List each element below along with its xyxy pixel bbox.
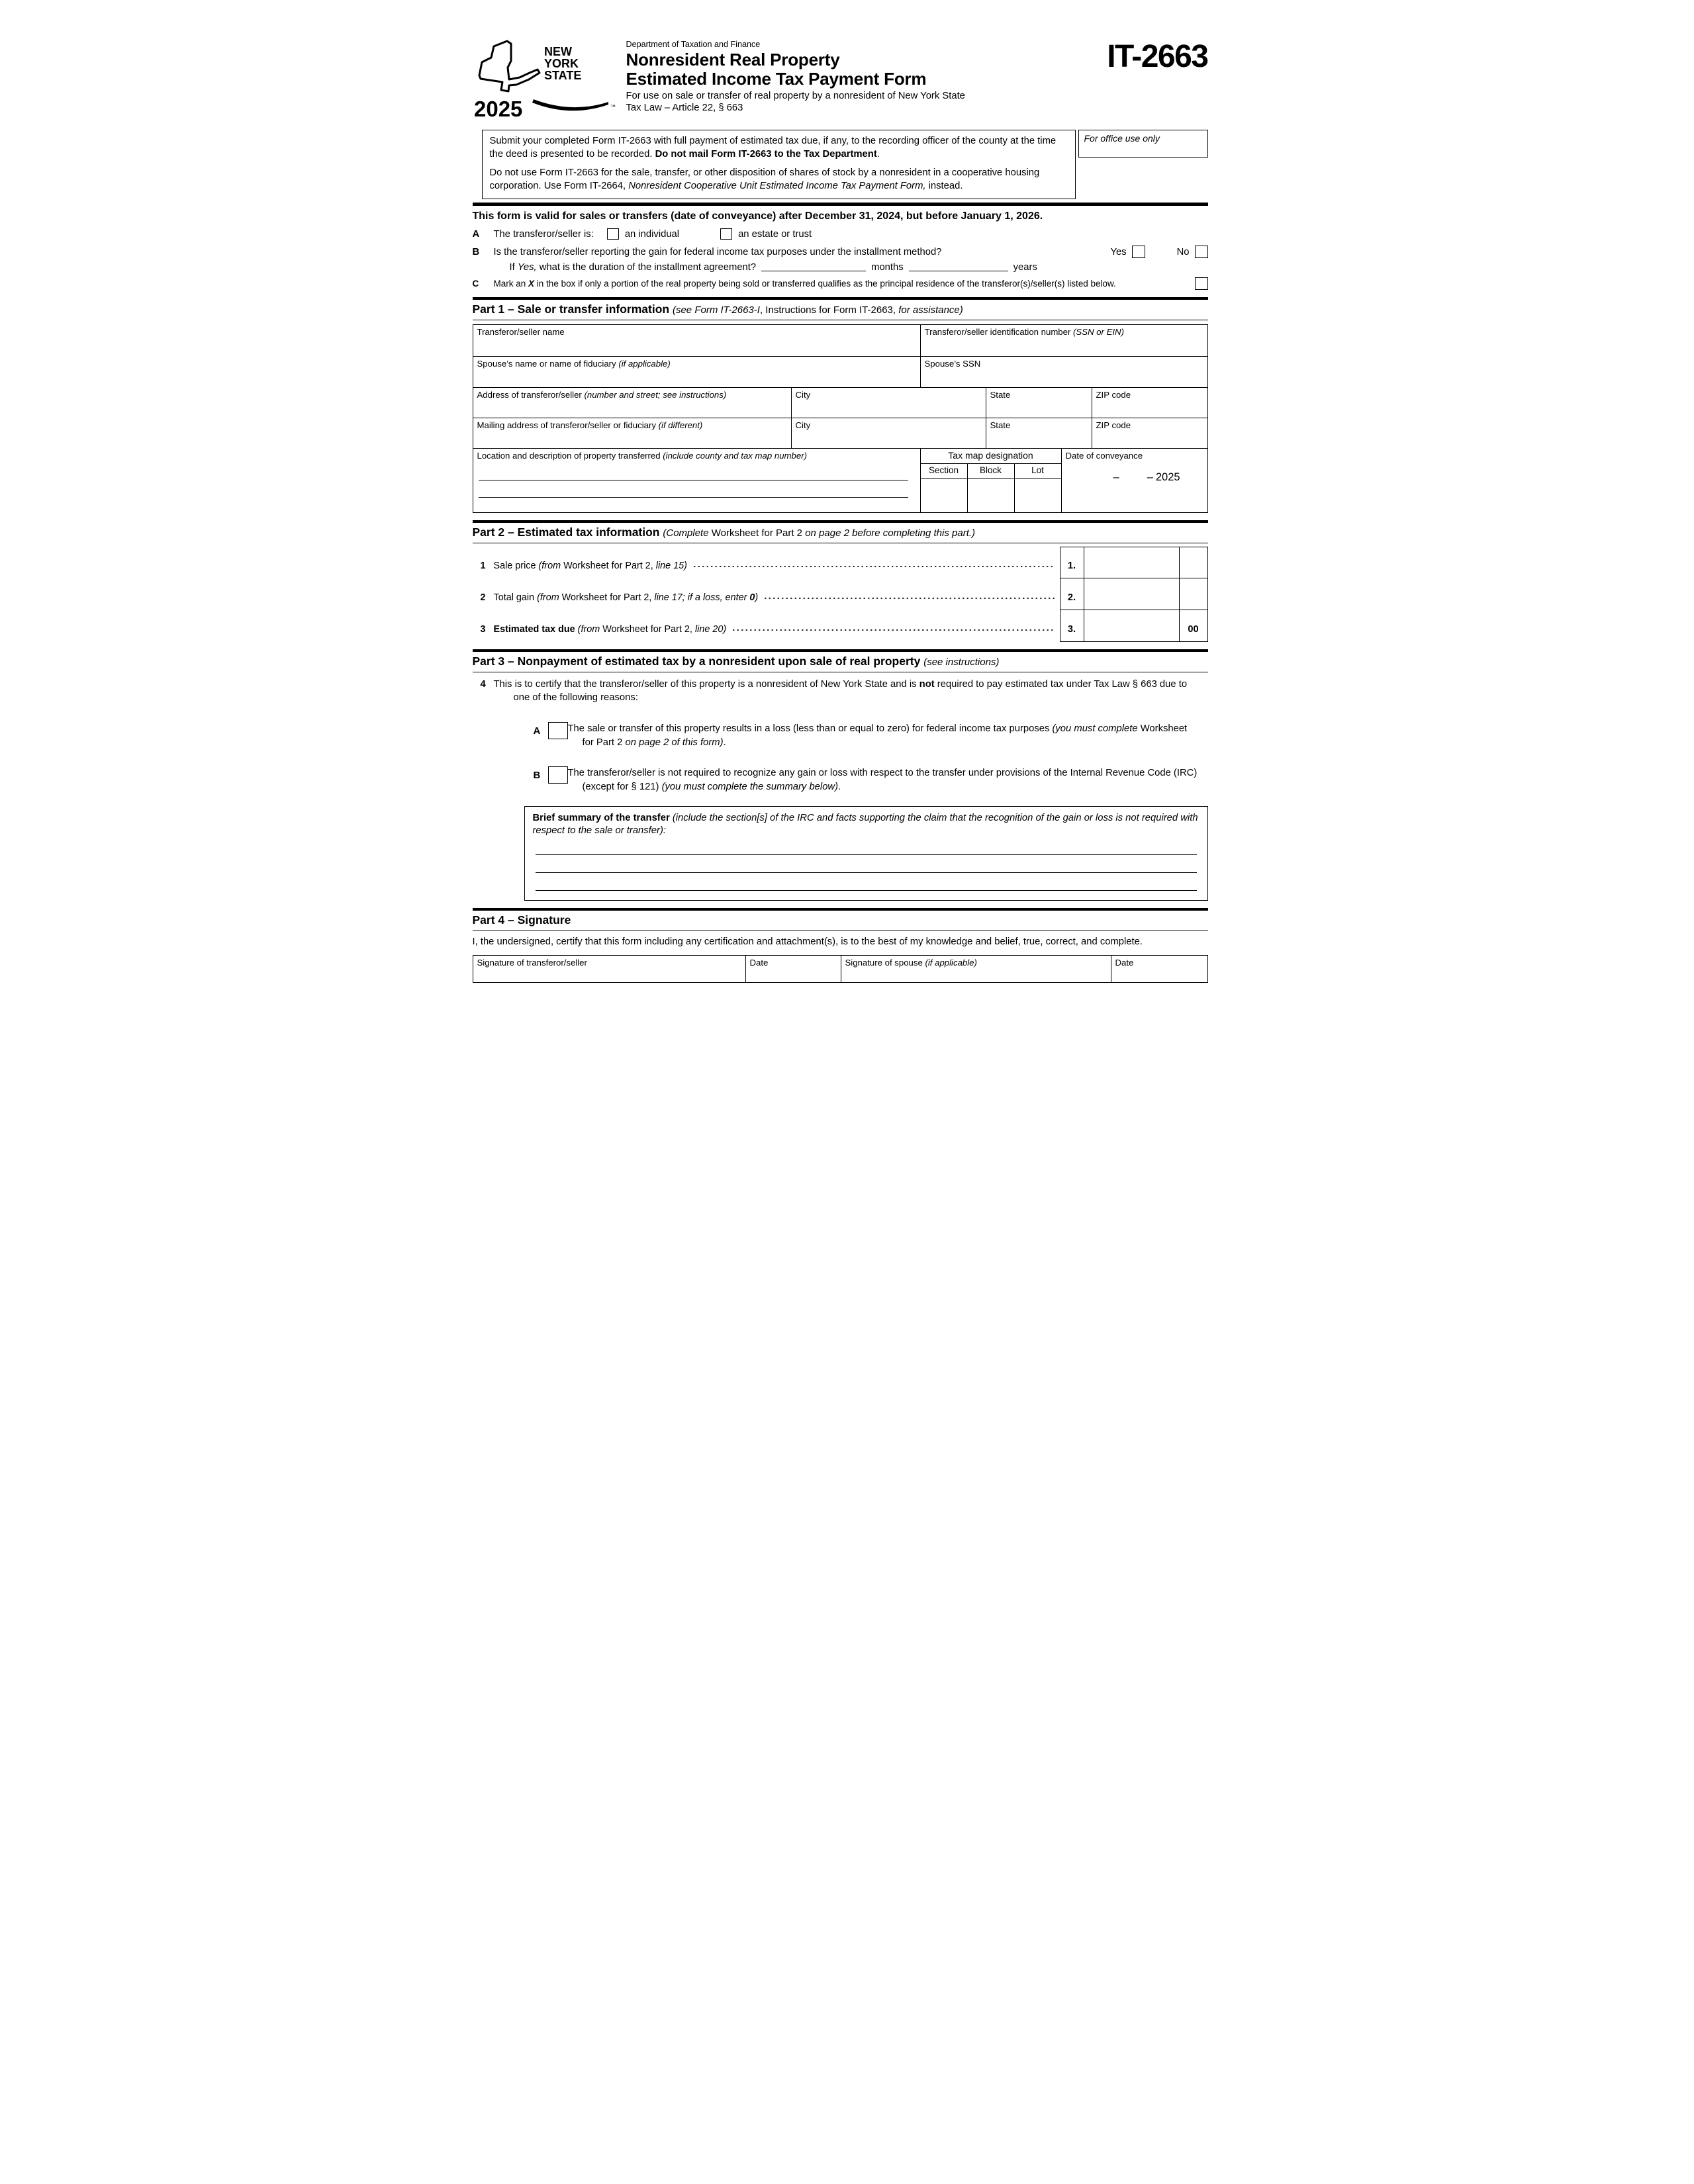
form-it-2663-page — [424, 0, 1271, 1092]
transferor-name-field[interactable] — [473, 325, 920, 356]
table-row — [473, 418, 1207, 448]
reason-b-label: B — [533, 770, 541, 782]
property-location-line-2[interactable] — [479, 480, 908, 498]
tax-map-inputs — [921, 479, 1061, 512]
form-header — [473, 36, 1208, 126]
estate-trust-checkbox[interactable] — [720, 228, 732, 240]
part3-title-note: (see instructions) — [923, 657, 1000, 668]
mailing-state-field[interactable] — [986, 418, 1092, 448]
spouse-name-field[interactable] — [473, 357, 920, 387]
property-location-field[interactable] — [473, 449, 920, 512]
part1-table — [473, 324, 1208, 513]
form-title-line2: Estimated Income Tax Payment Form — [626, 68, 927, 89]
mailing-address-field[interactable] — [473, 418, 791, 448]
tax-map-designation-group — [920, 449, 1061, 512]
filing-instructions-box — [482, 130, 1076, 199]
line2-box-number — [1060, 578, 1084, 610]
reason-a-text: The sale or transfer of this property results in a loss (less than or equal to zero) for federal income tax purposes (you must complete Worksheet for Part 2 on page 2 of this form). — [567, 723, 1188, 748]
logo-swoosh — [532, 99, 608, 111]
transferor-address-label: Address of transferor/seller (number and street; see instructions) — [477, 390, 727, 400]
total-gain-amount-field[interactable] — [1084, 578, 1179, 610]
years-label: years — [1013, 262, 1037, 273]
date-dash-1: – — [1113, 471, 1119, 484]
tax-map-section-label: Section — [928, 465, 959, 476]
installment-yes-label: Yes — [1110, 246, 1127, 257]
line3-box-number-text: 3. — [1067, 624, 1076, 635]
table-row — [473, 448, 1207, 512]
summary-line-1[interactable] — [536, 837, 1197, 855]
summary-line-3[interactable] — [536, 873, 1197, 891]
question-c-text: Mark an X in the box if only a portion of the real property being sold or transferred qualifies as the principal residence of the transferor(s)/seller(s) listed below. — [493, 279, 1116, 289]
mailing-zip-field[interactable] — [1092, 418, 1207, 448]
line1-box-number-text: 1. — [1067, 561, 1076, 572]
part2-lines — [473, 547, 1208, 642]
logo-year: 2025 — [473, 97, 522, 121]
address-zip-field[interactable] — [1092, 388, 1207, 418]
new-york-state-outline-icon — [479, 41, 540, 91]
tax-map-designation-label: Tax map designation — [921, 449, 1061, 464]
zip-label: ZIP code — [1096, 420, 1131, 431]
conveyance-year: 2025 — [1155, 471, 1180, 484]
reason-a-row — [534, 722, 1208, 749]
line3-number: 3 — [480, 624, 486, 635]
form-title-block — [626, 36, 1107, 114]
logo-word-state: STATE — [543, 69, 581, 82]
logo-word-new: NEW — [543, 45, 572, 58]
transfer-summary-label: Brief summary of the transfer (include the section[s] of the IRC and facts supporting the claim that the recognition of the gain or loss is not required with respect to the sale or transfer): — [532, 812, 1198, 837]
total-gain-cents-field[interactable] — [1179, 578, 1208, 610]
part4-heading — [473, 908, 1208, 931]
table-row — [473, 325, 1207, 356]
form-subtitle — [626, 90, 1107, 114]
installment-months-input[interactable] — [761, 261, 866, 271]
estimated-tax-due-label: Estimated tax due (from Worksheet for Part 2, line 20) — [493, 624, 727, 635]
months-label: months — [871, 262, 904, 273]
property-location-line-1[interactable] — [479, 463, 908, 480]
city-label: City — [795, 420, 811, 431]
installment-years-input[interactable] — [909, 261, 1008, 271]
reason-a-checkbox[interactable] — [548, 722, 568, 739]
table-row — [473, 387, 1207, 418]
sale-price-labelbar — [473, 547, 1060, 578]
spouse-name-label: Spouse’s name or name of fiduciary (if applicable) — [477, 359, 671, 369]
question-a-label: A — [472, 228, 480, 240]
date-of-conveyance-label: Date of conveyance — [1065, 451, 1143, 461]
tax-map-headers — [921, 464, 1061, 479]
question-c-label: C — [472, 279, 479, 289]
tax-map-lot-field[interactable] — [1014, 479, 1061, 512]
line2-number: 2 — [480, 592, 486, 604]
dot-leader — [763, 596, 1054, 600]
address-state-field[interactable] — [986, 388, 1092, 418]
sale-price-label: Sale price (from Worksheet for Part 2, line 15) — [493, 561, 687, 572]
dot-leader — [731, 627, 1054, 632]
line1-box-number — [1060, 547, 1084, 578]
reason-b-checkbox[interactable] — [548, 766, 568, 784]
nys-logo-graphic — [473, 36, 626, 123]
installment-yes-checkbox[interactable] — [1132, 246, 1145, 258]
total-gain-row — [473, 578, 1208, 610]
part3-title: Part 3 – Nonpayment of estimated tax by a nonresident upon sale of real property — [472, 655, 921, 668]
logo-word-york: YORK — [543, 57, 579, 70]
summary-line-2[interactable] — [536, 855, 1197, 873]
state-label: State — [990, 420, 1011, 431]
transfer-summary-box — [524, 806, 1208, 901]
address-city-field[interactable] — [791, 388, 986, 418]
reason-a-label: A — [533, 725, 541, 737]
property-location-label: Location and description of property transferred (include county and tax map number) — [477, 451, 807, 461]
transferor-id-field[interactable] — [920, 325, 1207, 356]
part3-heading — [473, 649, 1208, 672]
part1-title-note: (see Form IT-2663-I, Instructions for Form IT-2663, for assistance) — [672, 304, 963, 316]
zip-label: ZIP code — [1096, 390, 1131, 400]
dot-leader — [692, 564, 1055, 569]
part2-heading — [473, 520, 1208, 543]
question-a-row — [473, 228, 1208, 240]
line2-box-number-text: 2. — [1067, 592, 1076, 604]
heavy-divider — [473, 203, 1208, 206]
date-of-conveyance-value — [1066, 471, 1203, 484]
line1-number: 1 — [480, 561, 486, 572]
transferor-address-field[interactable] — [473, 388, 791, 418]
tax-map-block-field[interactable] — [967, 479, 1014, 512]
estimated-tax-due-row — [473, 610, 1208, 642]
transferor-signature-date-field[interactable] — [745, 956, 841, 982]
part1-title: Part 1 – Sale or transfer information — [472, 302, 670, 316]
date-dash-2: – — [1147, 471, 1153, 484]
question-b-text: Is the transferor/seller reporting the gain for federal income tax purposes under the installment method? — [493, 246, 942, 257]
validity-statement: This form is valid for sales or transfers (date of conveyance) after December 31, 2024, but before January 1, 2026. — [472, 210, 1043, 222]
part4-title: Part 4 – Signature — [472, 913, 571, 927]
department-name: Department of Taxation and Finance — [626, 40, 761, 49]
office-use-box — [1078, 130, 1208, 158]
transferor-signature-label: Signature of transferor/seller — [477, 958, 587, 968]
tax-map-lot-label: Lot — [1014, 464, 1061, 478]
part1-heading — [473, 297, 1208, 320]
submit-instruction: Submit your completed Form IT-2663 with full payment of estimated tax due, if any, to the recording officer of the county at the time the deed is presented to be recorded. Do not mail Form IT-2663 to the Tax Department. — [489, 136, 1057, 159]
date-label: Date — [749, 958, 769, 968]
reason-b-text: The transferor/seller is not required to recognize any gain or loss with respect to the transfer under provisions of the Internal Revenue Code (IRC) (except for § 121) (you must complete the summary below). — [567, 768, 1198, 793]
sale-price-cents-field[interactable] — [1179, 547, 1208, 578]
spouse-ssn-label: Spouse’s SSN — [924, 359, 981, 369]
transferor-name-label: Transferor/seller name — [477, 327, 565, 338]
part2-title-note: (Complete Worksheet for Part 2 on page 2 before completing this part.) — [663, 527, 976, 539]
mailing-city-field[interactable] — [791, 418, 986, 448]
installment-duration-question: If Yes, what is the duration of the installment agreement? — [509, 262, 757, 273]
spouse-signature-label: Signature of spouse (if applicable) — [845, 958, 977, 968]
total-gain-label: Total gain (from Worksheet for Part 2, line 17; if a loss, enter 0) — [493, 592, 759, 604]
city-label: City — [795, 390, 811, 400]
table-row — [473, 356, 1207, 387]
reason-b-row — [534, 766, 1208, 794]
line4-number: 4 — [480, 679, 486, 690]
spouse-signature-date-field[interactable] — [1111, 956, 1207, 982]
installment-no-checkbox[interactable] — [1195, 246, 1208, 258]
office-use-label: For office use only — [1084, 133, 1160, 144]
question-b-row — [473, 246, 1208, 258]
sale-price-row — [473, 547, 1208, 578]
signature-table — [473, 955, 1208, 983]
installment-no-label: No — [1176, 246, 1190, 257]
spouse-ssn-field[interactable] — [920, 357, 1207, 387]
estimated-tax-amount-field[interactable] — [1084, 610, 1179, 642]
certification-statement: This is to certify that the transferor/seller of this property is a nonresident of New York State and is not required to pay estimated tax under Tax Law § 663 due to one of the following reasons: — [493, 679, 1188, 704]
form-title-line1: Nonresident Real Property — [626, 50, 840, 69]
transferor-id-label: Transferor/seller identification number (SSN or EIN) — [924, 327, 1124, 338]
estimated-tax-cents-field[interactable] — [1179, 610, 1208, 642]
sale-price-amount-field[interactable] — [1084, 547, 1179, 578]
installment-duration-row — [473, 261, 1208, 273]
total-gain-labelbar — [473, 578, 1060, 610]
tax-map-block-label: Block — [967, 464, 1014, 478]
principal-residence-portion-checkbox[interactable] — [1195, 277, 1208, 290]
estimated-tax-cents-value: 00 — [1188, 624, 1199, 635]
state-label: State — [990, 390, 1011, 400]
date-of-conveyance-field[interactable] — [1061, 449, 1207, 512]
tax-map-section-field[interactable] — [921, 479, 967, 512]
form-subtitle-line1: For use on sale or transfer of real property by a nonresident of New York State — [626, 91, 965, 102]
coop-instruction: Do not use Form IT-2663 for the sale, transfer, or other disposition of shares of stock by a nonresident in a cooperative housing corporation. Use Form IT-2664, Nonresident Cooperative Unit Estimated Income Tax Payment Form, instead. — [489, 167, 1040, 191]
question-a-text: The transferor/seller is: — [493, 228, 594, 240]
form-subtitle-line2: Tax Law – Article 22, § 663 — [626, 103, 743, 114]
form-number: IT-2663 — [1107, 39, 1208, 74]
individual-checkbox[interactable] — [607, 228, 619, 240]
nys-logo — [473, 36, 626, 126]
date-label: Date — [1115, 958, 1134, 968]
line3-box-number — [1060, 610, 1084, 642]
individual-label: an individual — [624, 228, 680, 240]
certification-statement-row — [473, 678, 1208, 705]
mailing-address-label: Mailing address of transferor/seller or fiduciary (if different) — [477, 420, 703, 431]
intro-section — [473, 130, 1208, 199]
part2-title: Part 2 – Estimated tax information — [472, 525, 660, 539]
estimated-tax-labelbar — [473, 610, 1060, 642]
signature-certification-statement: I, the undersigned, certify that this form including any certification and attachment(s), is to the best of my knowledge and belief, true, correct, and complete. — [472, 936, 1143, 948]
estate-trust-label: an estate or trust — [738, 228, 812, 240]
question-b-label: B — [472, 246, 480, 257]
transferor-signature-field[interactable] — [473, 956, 745, 982]
spouse-signature-field[interactable] — [841, 956, 1111, 982]
logo-trademark: ™ — [610, 104, 616, 110]
question-c-row — [473, 277, 1208, 290]
